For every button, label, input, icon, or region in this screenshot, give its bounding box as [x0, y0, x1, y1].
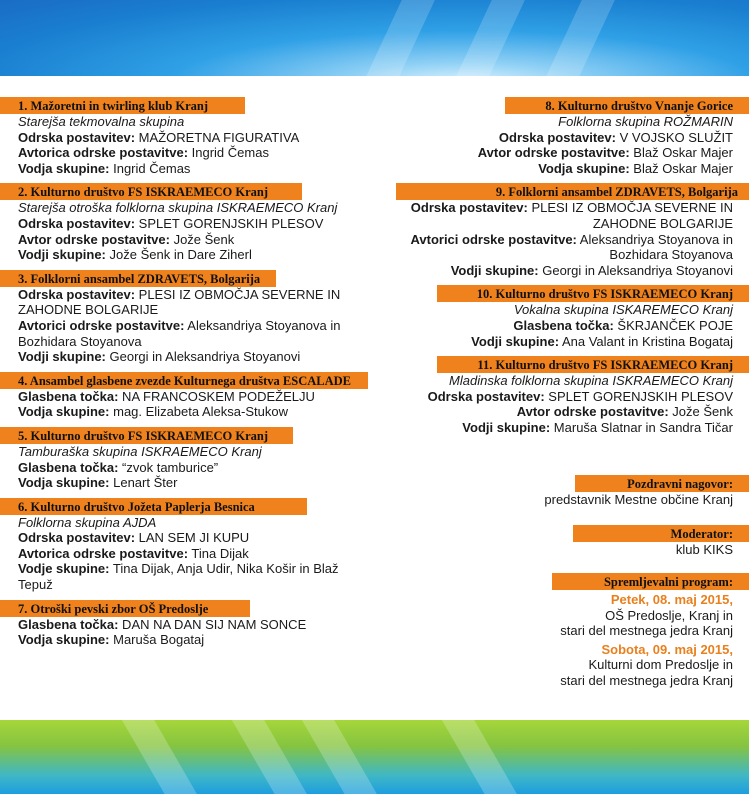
entry-subtitle: Tamburaška skupina ISKRAEMECO Kranj [18, 443, 262, 459]
entry-line: Avtorici odrske postavitve: Aleksandriya Stoyanova in Bozhidara Stoyanova [18, 317, 341, 349]
entry-title: 5. Kulturno društvo FS ISKRAEMECO Kranj [0, 427, 293, 444]
greeting-section [393, 475, 733, 508]
entry-subtitle: Folklorna skupina ROŽMARIN [558, 114, 733, 129]
event-date: Petek, 08. maj 2015, [610, 592, 733, 607]
entry-line: Vodja skupine: Blaž Oskar Majer [538, 160, 733, 176]
bottom-banner [0, 720, 749, 794]
greeting-title: Pozdravni nagovor: [575, 475, 749, 492]
entry-title: 4. Ansambel glasbene zvezde Kulturnega društva ESCALADE [0, 372, 368, 389]
moderator-title: Moderator: [573, 525, 749, 542]
entry-line: Glasbena točka: DAN NA DAN SIJ NAM SONCE [18, 616, 307, 632]
light-ray [352, 0, 438, 76]
program-entry-9 [396, 183, 738, 278]
entry-title: 9. Folklorni ansambel ZDRAVETS, Bolgarija [396, 183, 749, 200]
entry-subtitle: Starejša tekmovalna skupina [18, 114, 185, 129]
entry-line: Vodja skupine: mag. Elizabeta Aleksa-Stukow [18, 404, 288, 420]
light-ray [532, 0, 618, 76]
moderator-section [393, 525, 733, 558]
entry-line: Avtorica odrske postavitve: Ingrid Čemas [18, 145, 269, 161]
entry-line: Vodja skupine: Ingrid Čemas [18, 160, 191, 176]
entry-line: Glasbena točka: ŠKRJANČEK POJE [513, 317, 733, 333]
entry-title: 6. Kulturno društvo Jožeta Paplerja Besnica [0, 498, 307, 515]
entry-line: Glasbena točka: “zvok tamburice” [18, 459, 219, 475]
program-entry-3 [18, 270, 354, 365]
entry-title: 3. Folklorni ansambel ZDRAVETS, Bolgarija [0, 270, 276, 287]
entry-line: Odrska postavitev: PLESI IZ OBMOČJA SEVERNE IN ZAHODNE BOLGARIJE [18, 286, 341, 318]
light-ray [229, 720, 318, 794]
event-date: Sobota, 09. maj 2015, [601, 641, 733, 657]
light-ray [442, 0, 528, 76]
program-entry-2 [18, 183, 354, 262]
entry-line: Odrska postavitev: SPLET GORENJSKIH PLESOV [427, 388, 733, 404]
side-program-section [393, 573, 733, 689]
event-location: Kulturni dom Predoslje in [588, 657, 733, 673]
program-entry-8 [396, 97, 733, 176]
entry-subtitle: Folklorna skupina AJDA [18, 514, 157, 530]
entry-line: Odrska postavitev: V VOJSKO SLUŽIT [498, 129, 733, 145]
program-entry-4 [18, 372, 354, 420]
entry-title: 10. Kulturno društvo FS ISKRAEMECO Kranj [437, 285, 749, 302]
entry-line: Odrska postavitev: SPLET GORENJSKIH PLESOV [18, 215, 324, 231]
entry-line: Odrska postavitev: LAN SEM JI KUPU [18, 530, 250, 546]
entry-subtitle: Vokalna skupina ISKAREMECO Kranj [513, 302, 733, 318]
entry-line: Avtorica odrske postavitve: Tina Dijak [18, 545, 249, 561]
program-entry-10 [396, 285, 733, 349]
entry-line: Vodji skupine: Maruša Slatnar in Sandra Tičar [462, 419, 733, 435]
entry-title: 1. Mažoretni in twirling klub Kranj [0, 97, 245, 114]
entry-line: Vodji skupine: Georgi in Aleksandriya Stoyanovi [18, 349, 301, 365]
moderator-text: klub KIKS [675, 542, 733, 557]
greeting-text: predstavnik Mestne občine Kranj [544, 492, 733, 507]
program-entry-7 [18, 600, 354, 648]
entry-line: Vodje skupine: Tina Dijak, Anja Udir, Nika Košir in Blaž Tepuž [18, 561, 339, 593]
entry-title: 7. Otroški pevski zbor OŠ Predoslje [0, 600, 250, 617]
event-location: stari del mestnega jedra Kranj [560, 672, 733, 688]
entry-line: Odrska postavitev: MAŽORETNA FIGURATIVA [18, 129, 300, 145]
entry-line: Avtorici odrske postavitve: Aleksandriya Stoyanova in Bozhidara Stoyanova [410, 231, 733, 263]
entry-subtitle: Mladinska folklorna skupina ISKRAEMECO Kranj [449, 373, 733, 389]
entry-line: Vodja skupine: Lenart Šter [18, 475, 178, 491]
light-ray [119, 720, 208, 794]
entry-line: Avtor odrske postavitve: Blaž Oskar Majer [477, 145, 733, 161]
program-left-column [18, 97, 354, 655]
entry-subtitle: Starejša otroška folklorna skupina ISKRAEMECO Kranj [18, 200, 338, 216]
program-entry-6 [18, 498, 354, 593]
entry-line: Avtor odrske postavitve: Jože Šenk [18, 231, 235, 247]
entry-title: 11. Kulturno društvo FS ISKRAEMECO Kranj [437, 356, 749, 373]
light-ray [439, 720, 528, 794]
event-location: OŠ Predoslje, Kranj in [605, 607, 733, 623]
top-banner [0, 0, 749, 76]
entry-line: Avtor odrske postavitve: Jože Šenk [516, 404, 733, 420]
entry-title: 8. Kulturno društvo Vnanje Gorice [505, 97, 749, 114]
program-right-column [396, 97, 738, 443]
program-entry-1 [18, 97, 354, 176]
entry-title: 2. Kulturno društvo FS ISKRAEMECO Kranj [0, 183, 302, 200]
program-entry-5 [18, 427, 354, 491]
entry-line: Vodji skupine: Ana Valant in Kristina Bogataj [471, 333, 733, 349]
event-location: stari del mestnega jedra Kranj [560, 623, 733, 639]
program-entry-11 [396, 356, 733, 435]
entry-line: Vodji skupine: Jože Šenk in Dare Ziherl [18, 247, 252, 263]
side-program-title: Spremljevalni program: [552, 573, 749, 590]
entry-line: Vodja skupine: Maruša Bogataj [18, 632, 205, 648]
entry-line: Vodji skupine: Georgi in Aleksandriya Stoyanovi [450, 262, 733, 278]
light-ray [299, 720, 388, 794]
entry-line: Odrska postavitev: PLESI IZ OBMOČJA SEVERNE IN ZAHODNE BOLGARIJE [410, 200, 733, 231]
entry-line: Glasbena točka: NA FRANCOSKEM PODEŽELJU [18, 388, 315, 404]
